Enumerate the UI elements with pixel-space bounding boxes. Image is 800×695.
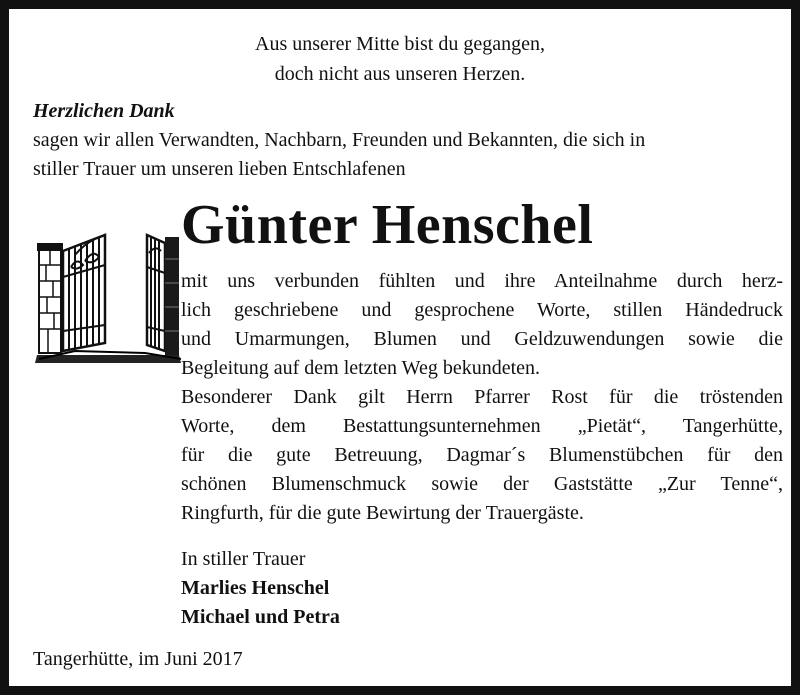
signature-name: Marlies Henschel (181, 577, 330, 599)
signature-name: Michael und Petra (181, 606, 340, 628)
motto-line: Aus unserer Mitte bist du gegangen, (255, 33, 545, 55)
thanks-section (33, 97, 793, 184)
open-garden-gate-icon (35, 227, 183, 367)
thanks-text-line: lich geschriebene und gesprochene Worte, stillen Händedruck (181, 299, 783, 321)
deceased-name: Günter Henschel (181, 194, 594, 256)
thanks-text (181, 267, 783, 528)
place-and-date: Tangerhütte, im Juni 2017 (33, 648, 243, 670)
motto-line: doch nicht aus unseren Herzen. (274, 63, 526, 85)
signature-intro: In stiller Trauer (181, 548, 306, 570)
thanks-text-line: Begleitung auf dem letzten Weg bekundeten. (181, 357, 541, 379)
thanks-text-line: für die gute Betreuung, Dagmar´s Blumenstübchen für den (181, 444, 783, 466)
thanks-text-line: schönen Blumenschmuck sowie der Gaststätte „Zur Tenne“, (181, 473, 783, 495)
signature-block (181, 545, 340, 632)
thanks-line: sagen wir allen Verwandten, Nachbarn, Freunden und Bekannten, die sich in (33, 129, 646, 151)
thanks-text-line: Ringfurth, für die gute Bewirtung der Trauergäste. (181, 502, 584, 524)
motto (9, 29, 791, 89)
thanks-text-line: mit uns verbunden fühlten und ihre Anteilnahme durch herz- (181, 270, 783, 292)
thanks-heading: Herzlichen Dank (33, 100, 175, 122)
thanks-line: stiller Trauer um unseren lieben Entschlafenen (33, 158, 406, 180)
thanks-text-line: Besonderer Dank gilt Herrn Pfarrer Rost für die tröstenden (181, 386, 783, 408)
thanks-text-line: Worte, dem Bestattungsunternehmen „Pietät“, Tangerhütte, (181, 415, 783, 437)
thanks-text-line: und Umarmungen, Blumen und Geldzuwendungen sowie die (181, 328, 783, 350)
